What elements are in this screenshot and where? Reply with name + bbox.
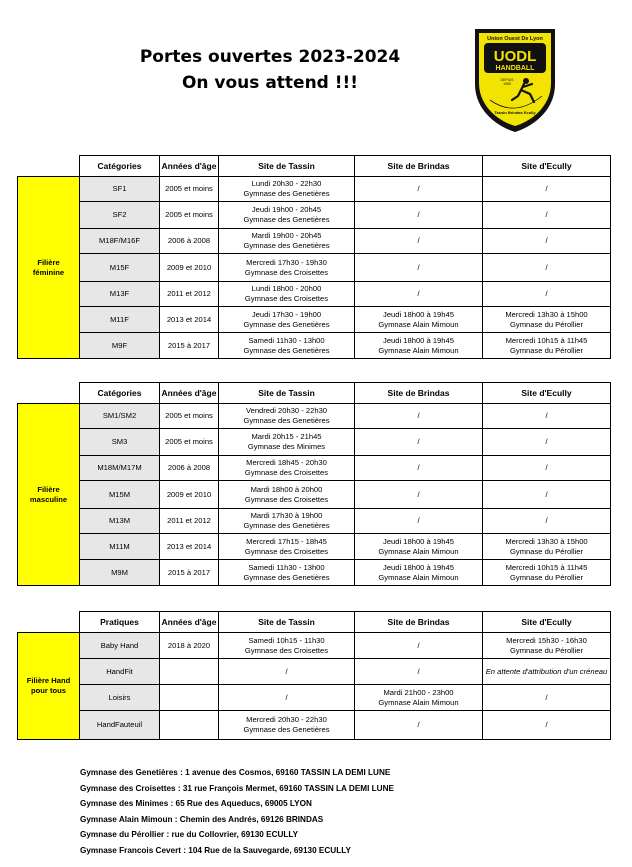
column-header: Catégories <box>80 383 160 404</box>
table-row <box>18 177 611 202</box>
age-cell <box>160 659 219 685</box>
slot-time: / <box>545 289 548 298</box>
site-tassin-cell <box>219 659 355 685</box>
slot-time: Jeudi 17h30 - 19h00 <box>251 309 322 319</box>
age-cell: 2013 et 2014 <box>160 307 219 333</box>
age-cell: 2006 à 2008 <box>160 456 219 481</box>
slot-time: Mercredi 18h45 - 20h30 <box>246 458 327 467</box>
column-header: Années d'âge <box>160 383 219 404</box>
slot-gym: Gymnase des Genetières <box>243 241 330 250</box>
site-brindas-cell <box>355 633 483 659</box>
slot-time: Mercredi 15h30 - 16h30 <box>506 635 587 645</box>
category-cell: M15F <box>80 254 160 282</box>
slot-gym: Gymnase du Pérollier <box>509 319 584 329</box>
slot-time: / <box>417 666 420 676</box>
site-brindas-cell <box>355 560 483 586</box>
site-brindas-cell <box>355 404 483 429</box>
slot-gym: Gymnase des Genetières <box>243 319 330 329</box>
slot-time: / <box>545 692 548 702</box>
category-cell: HandFauteuil <box>80 711 160 740</box>
column-header: Site d'Ecully <box>483 156 611 177</box>
slot-time: Mercredi 13h30 à 15h00 <box>505 536 588 546</box>
column-header: Site de Tassin <box>219 612 355 633</box>
slot-time: Samedi 11h30 - 13h00 <box>248 335 325 345</box>
slot-time: / <box>545 463 548 472</box>
slot-gym: Gymnase des Genetières <box>243 725 330 734</box>
site-ecully-cell <box>483 711 611 740</box>
slot-gym: Gymnase Alain Mimoun <box>378 546 459 556</box>
slot-time: / <box>545 210 548 219</box>
slot-time: / <box>417 411 420 420</box>
column-header: Site d'Ecully <box>483 383 611 404</box>
slot-time: Jeudi 19h00 - 20h45 <box>251 205 322 214</box>
schedule-table <box>17 155 611 359</box>
filiere-label: Filière féminine <box>18 177 80 359</box>
column-header: Site de Brindas <box>355 156 483 177</box>
slot-gym: Gymnase des Minimes <box>247 442 326 451</box>
site-ecully-cell <box>483 333 611 359</box>
slot-gym: Gymnase des Genetières <box>243 345 330 355</box>
site-tassin-cell <box>219 254 355 282</box>
slot-gym: Gymnase des Croisettes <box>244 546 329 556</box>
category-cell: Baby Hand <box>80 633 160 659</box>
age-cell: 2006 à 2008 <box>160 229 219 254</box>
slot-time: / <box>545 720 548 729</box>
site-brindas-cell <box>355 202 483 229</box>
slot-time: Mardi 20h15 - 21h45 <box>251 432 322 441</box>
slot-time: Mercredi 13h30 à 15h00 <box>505 309 588 319</box>
svg-text:1969: 1969 <box>503 82 511 86</box>
slot-gym: Gymnase Alain Mimoun <box>378 319 459 329</box>
table-row <box>18 404 611 429</box>
age-cell <box>160 711 219 740</box>
slot-time: Lundi 18h00 - 20h00 <box>251 284 322 293</box>
table-row <box>18 307 611 333</box>
svg-text:HANDBALL: HANDBALL <box>495 65 535 72</box>
svg-text:DEPUIS: DEPUIS <box>500 78 514 82</box>
column-header: Site de Tassin <box>219 156 355 177</box>
site-brindas-cell <box>355 481 483 509</box>
table-row <box>18 481 611 509</box>
age-cell: 2009 et 2010 <box>160 254 219 282</box>
table-row <box>18 456 611 481</box>
column-header: Catégories <box>80 156 160 177</box>
slot-time: En attente d'attribution d'un créneau <box>485 666 608 676</box>
site-ecully-cell <box>483 282 611 307</box>
site-tassin-cell <box>219 404 355 429</box>
slot-time: / <box>417 463 420 472</box>
table-row <box>18 711 611 740</box>
site-ecully-cell <box>483 229 611 254</box>
site-ecully-cell <box>483 560 611 586</box>
slot-gym: Gymnase du Pérollier <box>509 645 584 655</box>
site-tassin-cell <box>219 560 355 586</box>
column-header: Site de Tassin <box>219 383 355 404</box>
header-blank <box>18 156 80 177</box>
slot-time: / <box>417 489 420 499</box>
site-ecully-cell <box>483 404 611 429</box>
site-ecully-cell <box>483 456 611 481</box>
age-cell: 2018 à 2020 <box>160 633 219 659</box>
slot-time: / <box>545 236 548 245</box>
slot-time: Mercredi 17h30 - 19h30 <box>246 257 327 267</box>
slot-time: Lundi 20h30 - 22h30 <box>251 179 322 188</box>
slot-gym: Gymnase des Genetières <box>243 521 330 530</box>
category-cell: M18F/M16F <box>80 229 160 254</box>
age-cell: 2009 et 2010 <box>160 481 219 509</box>
table-row <box>18 534 611 560</box>
title-line-1: Portes ouvertes 2023-2024 <box>139 47 401 67</box>
age-cell: 2011 et 2012 <box>160 282 219 307</box>
slot-time: Mardi 19h00 - 20h45 <box>251 231 322 240</box>
column-header: Années d'âge <box>160 612 219 633</box>
site-tassin-cell <box>219 229 355 254</box>
slot-time: Mardi 21h00 - 23h00 <box>383 687 454 697</box>
table-row <box>18 229 611 254</box>
table-row <box>18 560 611 586</box>
address-line: Gymnase des Genetières : 1 avenue des Cosmos, 69160 TASSIN LA DEMI LUNE <box>80 768 391 777</box>
slot-time: / <box>545 262 548 272</box>
site-tassin-cell <box>219 282 355 307</box>
age-cell: 2005 et moins <box>160 404 219 429</box>
header-blank <box>18 612 80 633</box>
column-header: Site de Brindas <box>355 612 483 633</box>
schedule-table <box>17 611 611 740</box>
slot-time: Jeudi 18h00 à 19h45 <box>383 335 454 345</box>
slot-time: / <box>417 437 420 446</box>
slot-time: / <box>545 516 548 525</box>
site-brindas-cell <box>355 711 483 740</box>
site-tassin-cell <box>219 509 355 534</box>
address-line: Gymnase des Minimes : 65 Rue des Aqueducs, 69005 LYON <box>80 799 312 808</box>
category-cell: M9F <box>80 333 160 359</box>
slot-time: Samedi 10h15 - 11h30 <box>248 635 325 645</box>
category-cell: M13M <box>80 509 160 534</box>
slot-time: / <box>285 692 288 702</box>
site-tassin-cell <box>219 202 355 229</box>
title-line-2: On vous attend !!! <box>181 73 359 93</box>
column-header: Pratiques <box>80 612 160 633</box>
site-ecully-cell <box>483 202 611 229</box>
slot-time: Mardi 18h00 à 20h00 <box>250 484 323 494</box>
filiere-label: Filière Hand pour tous <box>18 633 80 740</box>
slot-time: / <box>417 236 420 245</box>
table-row <box>18 685 611 711</box>
category-cell: M15M <box>80 481 160 509</box>
age-cell: 2005 et moins <box>160 202 219 229</box>
site-tassin-cell <box>219 711 355 740</box>
slot-time: / <box>545 411 548 420</box>
slot-time: / <box>417 289 420 298</box>
site-brindas-cell <box>355 429 483 456</box>
category-cell: SM3 <box>80 429 160 456</box>
page-title <box>80 44 460 96</box>
age-cell: 2011 et 2012 <box>160 509 219 534</box>
category-cell: M11M <box>80 534 160 560</box>
slot-time: Vendredi 20h30 - 22h30 <box>245 406 328 415</box>
site-brindas-cell <box>355 456 483 481</box>
site-ecully-cell <box>483 177 611 202</box>
gym-address-list <box>80 765 394 858</box>
slot-gym: Gymnase des Croisettes <box>244 294 329 303</box>
address-line: Gymnase des Croisettes : 31 rue François Mermet, 69160 TASSIN LA DEMI LUNE <box>80 783 394 793</box>
site-ecully-cell <box>483 534 611 560</box>
site-tassin-cell <box>219 456 355 481</box>
slot-time: / <box>545 437 548 446</box>
category-cell: M13F <box>80 282 160 307</box>
site-brindas-cell <box>355 534 483 560</box>
slot-time: / <box>417 640 420 650</box>
address-line: Gymnase du Pérollier : rue du Collovrier, 69130 ECULLY <box>80 830 299 839</box>
svg-text:Tassin Brindas Ecully: Tassin Brindas Ecully <box>494 110 536 115</box>
filiere-label: Filière masculine <box>18 404 80 586</box>
table-row <box>18 659 611 685</box>
slot-time: Mercredi 10h15 à 11h45 <box>505 335 588 345</box>
site-tassin-cell <box>219 633 355 659</box>
slot-gym: Gymnase des Croisettes <box>244 468 329 477</box>
table-row <box>18 202 611 229</box>
slot-time: Mercredi 10h15 à 11h45 <box>505 562 588 572</box>
category-cell: SM1/SM2 <box>80 404 160 429</box>
site-brindas-cell <box>355 177 483 202</box>
site-tassin-cell <box>219 177 355 202</box>
slot-time: Mardi 17h30 à 19h00 <box>250 511 323 520</box>
table-row <box>18 254 611 282</box>
age-cell: 2015 à 2017 <box>160 333 219 359</box>
site-brindas-cell <box>355 333 483 359</box>
slot-time: / <box>417 720 420 729</box>
table-row <box>18 429 611 456</box>
age-cell <box>160 685 219 711</box>
slot-time: / <box>417 262 420 272</box>
address-line: Gymnase Francois Cevert : 104 Rue de la Sauvegarde, 69130 ECULLY <box>80 845 351 855</box>
category-cell: SF1 <box>80 177 160 202</box>
slot-gym: Gymnase des Genetières <box>243 572 330 582</box>
column-header: Site de Brindas <box>355 383 483 404</box>
site-ecully-cell <box>483 254 611 282</box>
slot-gym: Gymnase des Croisettes <box>244 645 329 655</box>
slot-time: Jeudi 18h00 à 19h45 <box>383 536 454 546</box>
category-cell: M9M <box>80 560 160 586</box>
site-brindas-cell <box>355 307 483 333</box>
slot-time: / <box>417 516 420 525</box>
site-ecully-cell <box>483 633 611 659</box>
slot-time: / <box>417 184 420 193</box>
slot-gym: Gymnase des Genetières <box>243 215 330 224</box>
category-cell: M18M/M17M <box>80 456 160 481</box>
slot-time: Samedi 11h30 - 13h00 <box>248 562 325 572</box>
site-tassin-cell <box>219 307 355 333</box>
slot-time: Jeudi 18h00 à 19h45 <box>383 309 454 319</box>
category-cell: M11F <box>80 307 160 333</box>
slot-time: / <box>417 210 420 219</box>
svg-text:Union Ouest De Lyon: Union Ouest De Lyon <box>487 36 543 42</box>
site-tassin-cell <box>219 429 355 456</box>
site-ecully-cell <box>483 659 611 685</box>
slot-gym: Gymnase des Croisettes <box>244 494 329 504</box>
slot-time: / <box>545 489 548 499</box>
slot-gym: Gymnase Alain Mimoun <box>378 572 459 582</box>
site-brindas-cell <box>355 659 483 685</box>
schedule-table <box>17 382 611 586</box>
column-header: Site d'Ecully <box>483 612 611 633</box>
uodl-handball-logo <box>472 26 558 134</box>
slot-gym: Gymnase des Genetières <box>243 189 330 198</box>
age-cell: 2015 à 2017 <box>160 560 219 586</box>
slot-gym: Gymnase des Genetières <box>243 416 330 425</box>
site-brindas-cell <box>355 509 483 534</box>
site-tassin-cell <box>219 333 355 359</box>
site-ecully-cell <box>483 509 611 534</box>
site-brindas-cell <box>355 229 483 254</box>
age-cell: 2005 et moins <box>160 429 219 456</box>
age-cell: 2013 et 2014 <box>160 534 219 560</box>
slot-gym: Gymnase des Croisettes <box>244 267 329 277</box>
category-cell: SF2 <box>80 202 160 229</box>
column-header: Années d'âge <box>160 156 219 177</box>
site-ecully-cell <box>483 307 611 333</box>
category-cell: Loisirs <box>80 685 160 711</box>
slot-gym: Gymnase Alain Mimoun <box>378 697 459 707</box>
table-row <box>18 333 611 359</box>
site-brindas-cell <box>355 282 483 307</box>
slot-gym: Gymnase du Pérollier <box>509 546 584 556</box>
slot-time: / <box>285 666 288 676</box>
slot-gym: Gymnase Alain Mimoun <box>378 345 459 355</box>
site-tassin-cell <box>219 685 355 711</box>
table-row <box>18 633 611 659</box>
header-blank <box>18 383 80 404</box>
site-ecully-cell <box>483 429 611 456</box>
site-brindas-cell <box>355 685 483 711</box>
slot-gym: Gymnase du Pérollier <box>509 345 584 355</box>
slot-time: Mercredi 20h30 - 22h30 <box>246 715 327 724</box>
svg-text:UODL: UODL <box>493 48 537 65</box>
slot-time: Mercredi 17h15 - 18h45 <box>246 536 327 546</box>
site-ecully-cell <box>483 481 611 509</box>
site-tassin-cell <box>219 534 355 560</box>
table-row <box>18 509 611 534</box>
site-tassin-cell <box>219 481 355 509</box>
slot-gym: Gymnase du Pérollier <box>509 572 584 582</box>
category-cell: HandFit <box>80 659 160 685</box>
age-cell: 2005 et moins <box>160 177 219 202</box>
slot-time: Jeudi 18h00 à 19h45 <box>383 562 454 572</box>
site-brindas-cell <box>355 254 483 282</box>
table-row <box>18 282 611 307</box>
address-line: Gymnase Alain Mimoun : Chemin des Andrés, 69126 BRINDAS <box>80 814 324 824</box>
slot-time: / <box>545 184 548 193</box>
site-ecully-cell <box>483 685 611 711</box>
